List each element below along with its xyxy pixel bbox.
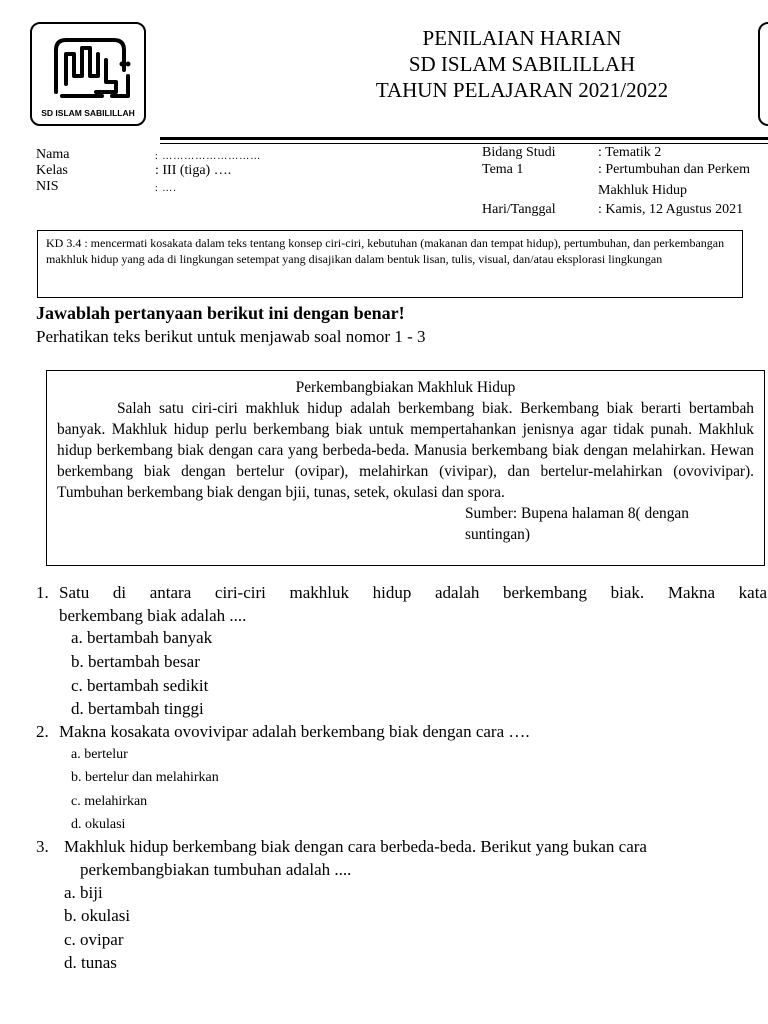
academic-year: TAHUN PELAJARAN 2021/2022 bbox=[375, 78, 669, 102]
main-instruction: Jawablah pertanyaan berikut ini dengan benar! bbox=[36, 303, 405, 323]
nis-value[interactable]: : …. bbox=[155, 183, 177, 194]
q1-option-d[interactable]: d. bertambah tinggi bbox=[71, 699, 204, 718]
competency-box: KD 3.4 : mencermati kosakata dalam teks tentang konsep ciri-ciri, kebutuhan (makanan dan tempat hidup), pertumbuhan, dan perkembangan makhluk hidup yang ada di lingkungan setempat yang disajikan dalam bentuk lisan, tulis, visual, dan/atau eksplorasi lingkungan bbox=[37, 230, 743, 298]
subject-value: : Tematik 2 bbox=[598, 145, 662, 160]
theme-value: : Pertumbuhan dan Perkem bbox=[598, 162, 751, 177]
question-2-number: 2. bbox=[36, 722, 49, 741]
score-box bbox=[758, 22, 768, 126]
q1-option-b[interactable]: b. bertambah besar bbox=[71, 652, 200, 671]
question-1-text-cont: berkembang biak adalah .... bbox=[59, 606, 247, 625]
q3-option-a[interactable]: a. biji bbox=[64, 883, 103, 902]
passage-title: Perkembangbiakan Makhluk Hidup bbox=[295, 379, 516, 396]
header-divider-thin bbox=[160, 143, 768, 144]
name-label: Nama bbox=[36, 147, 70, 162]
q3-option-d[interactable]: d. tunas bbox=[64, 953, 117, 972]
school-name: SD ISLAM SABILILLAH bbox=[408, 52, 636, 76]
q2-option-a[interactable]: a. bertelur bbox=[71, 747, 128, 762]
theme-label: Tema 1 bbox=[482, 162, 524, 177]
question-3-number: 3. bbox=[36, 837, 49, 856]
class-label: Kelas bbox=[36, 163, 68, 178]
theme-value-cont: Makhluk Hidup bbox=[598, 183, 688, 198]
name-value[interactable]: : ……………………… bbox=[155, 151, 262, 162]
logo-caption: SD ISLAM SABILILLAH bbox=[41, 108, 135, 118]
q1-option-c[interactable]: c. bertambah sedikit bbox=[71, 676, 209, 695]
question-1-number: 1. bbox=[36, 583, 49, 602]
date-label: Hari/Tanggal bbox=[482, 202, 556, 217]
nis-label: NIS bbox=[36, 179, 59, 194]
question-2-text: Makna kosakata ovovivipar adalah berkembang biak dengan cara …. bbox=[59, 722, 530, 741]
class-value[interactable]: : III (tiga) …. bbox=[155, 163, 232, 178]
calligraphy-logo-icon bbox=[42, 30, 138, 106]
q2-option-c[interactable]: c. melahirkan bbox=[71, 794, 148, 809]
question-3-text: Makhluk hidup berkembang biak dengan cara berbeda-beda. Berikut yang bukan cara bbox=[64, 837, 647, 856]
q3-option-c[interactable]: c. ovipar bbox=[64, 930, 124, 949]
q3-option-b[interactable]: b. okulasi bbox=[64, 906, 131, 925]
passage-source: Sumber: Bupena halaman 8( dengan suntingan) bbox=[465, 505, 689, 543]
header-divider-thick bbox=[160, 137, 768, 140]
sub-instruction: Perhatikan teks berikut untuk menjawab soal nomor 1 - 3 bbox=[36, 327, 426, 346]
question-3-text-cont: perkembangbiakan tumbuhan adalah .... bbox=[80, 860, 352, 879]
question-1-text: Satu di antara ciri-ciri makhluk hidup adalah berkembang biak. Makna kata bbox=[59, 583, 767, 602]
passage-body: Salah satu ciri-ciri makhluk hidup adalah berkembang biak. Berkembang biak berarti bertambah banyak. Makhluk hidup perlu berkembang biak untuk mempertahankan jenisnya agar tidak punah. Makhluk hidup berkembang biak dengan cara yang berbeda-beda. Manusia berkembang biak dengan melahirkan. Hewan berkembang biak dengan bertelur (ovipar), melahirkan (vivipar), dan bertelur-melahirkan (ovovivipar). Tumbuhan berkembang biak dengan bjii, tunas, setek, okulasi dan spora. bbox=[57, 400, 754, 501]
exam-title: PENILAIAN HARIAN bbox=[422, 26, 622, 50]
date-value: : Kamis, 12 Agustus 2021 bbox=[598, 202, 744, 217]
q2-option-d[interactable]: d. okulasi bbox=[71, 817, 126, 832]
q2-option-b[interactable]: b. bertelur dan melahirkan bbox=[71, 770, 219, 785]
school-logo bbox=[30, 22, 146, 126]
q1-option-a[interactable]: a. bertambah banyak bbox=[71, 628, 213, 647]
subject-label: Bidang Studi bbox=[482, 145, 556, 160]
reading-passage bbox=[46, 370, 765, 566]
